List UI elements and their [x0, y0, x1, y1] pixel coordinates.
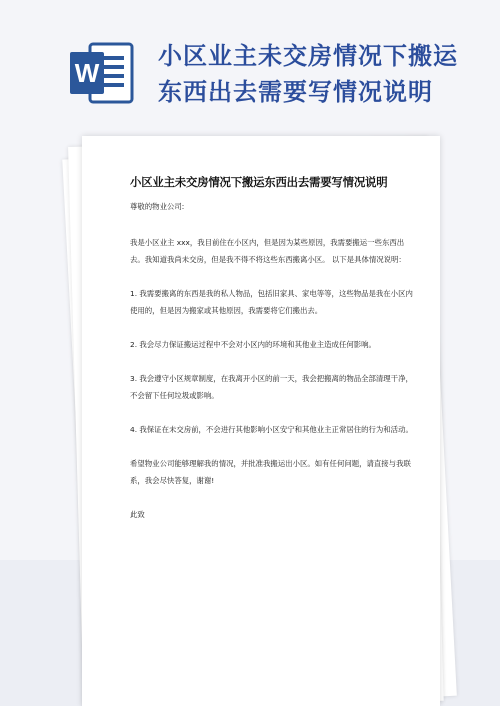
- intro-paragraph: 我是小区业主 xxx，我目前住在小区内，但是因为某些原因，我需要搬运一些东西出去。我知道我尚未交房，但是我不得不将这些东西搬离小区。 以下是具体情况说明：: [130, 238, 406, 264]
- signoff: 此致: [130, 510, 145, 519]
- salutation: 尊敬的物业公司:: [130, 202, 185, 211]
- document-page: [82, 136, 440, 706]
- list-item: 2. 我会尽力保证搬运过程中不会对小区内的环境和其他业主造成任何影响。: [130, 340, 376, 349]
- word-icon-letter: W: [74, 58, 100, 88]
- list-item: 1. 我需要搬离的东西是我的私人物品，包括旧家具、家电等等，这些物品是我在小区内使用的，但是因为搬家或其他原因，我需要将它们搬出去。: [130, 289, 413, 315]
- closing-paragraph: 希望物业公司能够理解我的情况，并批准我搬运出小区。如有任何问题，请直接与我联系，我会尽快答复，谢谢!: [130, 459, 411, 485]
- list-item: 4. 我保证在未交房前，不会进行其他影响小区安宁和其他业主正常居住的行为和活动。: [130, 425, 413, 434]
- page-title: 小区业主未交房情况下搬运东西出去需要写情况说明: [158, 41, 458, 106]
- document-title: 小区业主未交房情况下搬运东西出去需要写情况说明: [130, 175, 388, 189]
- list-item: 3. 我会遵守小区规章制度，在我离开小区的前一天，我会把搬离的物品全部清理干净，不会留下任何垃圾或影响。: [130, 374, 413, 400]
- word-document-icon: [68, 40, 136, 106]
